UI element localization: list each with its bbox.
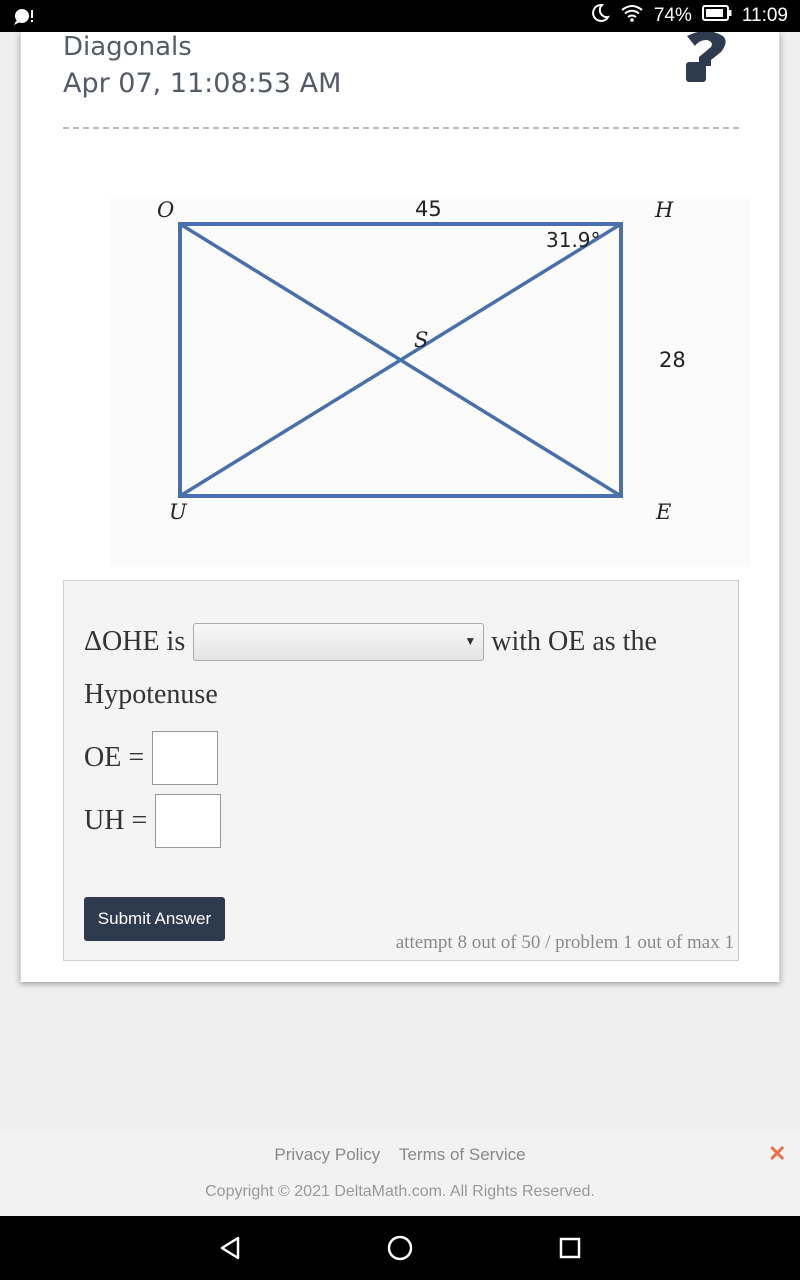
wifi-icon	[620, 4, 644, 28]
top-side-length: 45	[415, 197, 442, 221]
divider	[63, 127, 739, 129]
answer-box	[63, 580, 739, 961]
help-icon[interactable]	[681, 32, 731, 91]
oe-label: OE =	[84, 742, 145, 773]
angle-label: 31.9°	[546, 228, 601, 252]
copyright: Copyright © 2021 DeltaMath.com. All Rights Reserved.	[205, 1183, 595, 1200]
battery-icon	[702, 5, 732, 27]
statement-line-2: Hypotenuse	[84, 679, 218, 710]
triangle-type-select[interactable]	[193, 623, 484, 661]
vertex-o-label: O	[157, 198, 175, 222]
vertex-e-label: E	[656, 500, 672, 524]
status-bar	[0, 0, 800, 32]
clock: 11:09	[741, 5, 788, 26]
uh-label: UH =	[84, 805, 148, 836]
back-icon[interactable]	[218, 1236, 242, 1264]
problem-title: Diagonals	[63, 32, 192, 62]
submit-answer-button[interactable]: Submit Answer	[84, 897, 225, 941]
oe-input[interactable]	[152, 731, 218, 785]
vertex-s-label: S	[414, 328, 429, 352]
chat-notification-icon	[12, 7, 36, 29]
footer	[0, 1131, 800, 1216]
problem-timestamp: Apr 07, 11:08:53 AM	[63, 68, 342, 99]
close-icon[interactable]: ✕	[768, 1141, 787, 1166]
privacy-policy-link[interactable]: Privacy Policy	[274, 1145, 381, 1164]
statement-continuation: with OE as the	[491, 626, 657, 657]
navigation-bar	[0, 1216, 800, 1280]
vertex-h-label: H	[655, 198, 674, 222]
recents-icon[interactable]	[559, 1237, 581, 1263]
rectangle-diagram	[111, 197, 751, 567]
vertex-u-label: U	[169, 500, 187, 524]
battery-percent: 74%	[653, 5, 692, 26]
problem-card	[20, 32, 780, 982]
home-icon[interactable]	[387, 1235, 413, 1265]
right-side-length: 28	[659, 348, 686, 372]
attempt-counter: attempt 8 out of 50 / problem 1 out of max 1	[395, 932, 734, 953]
terms-of-service-link[interactable]: Terms of Service	[398, 1145, 526, 1164]
triangle-statement: ΔOHE is	[84, 626, 186, 657]
dropdown-arrow-icon: ▼	[464, 634, 477, 648]
uh-input[interactable]	[155, 794, 221, 848]
do-not-disturb-icon	[590, 3, 610, 29]
